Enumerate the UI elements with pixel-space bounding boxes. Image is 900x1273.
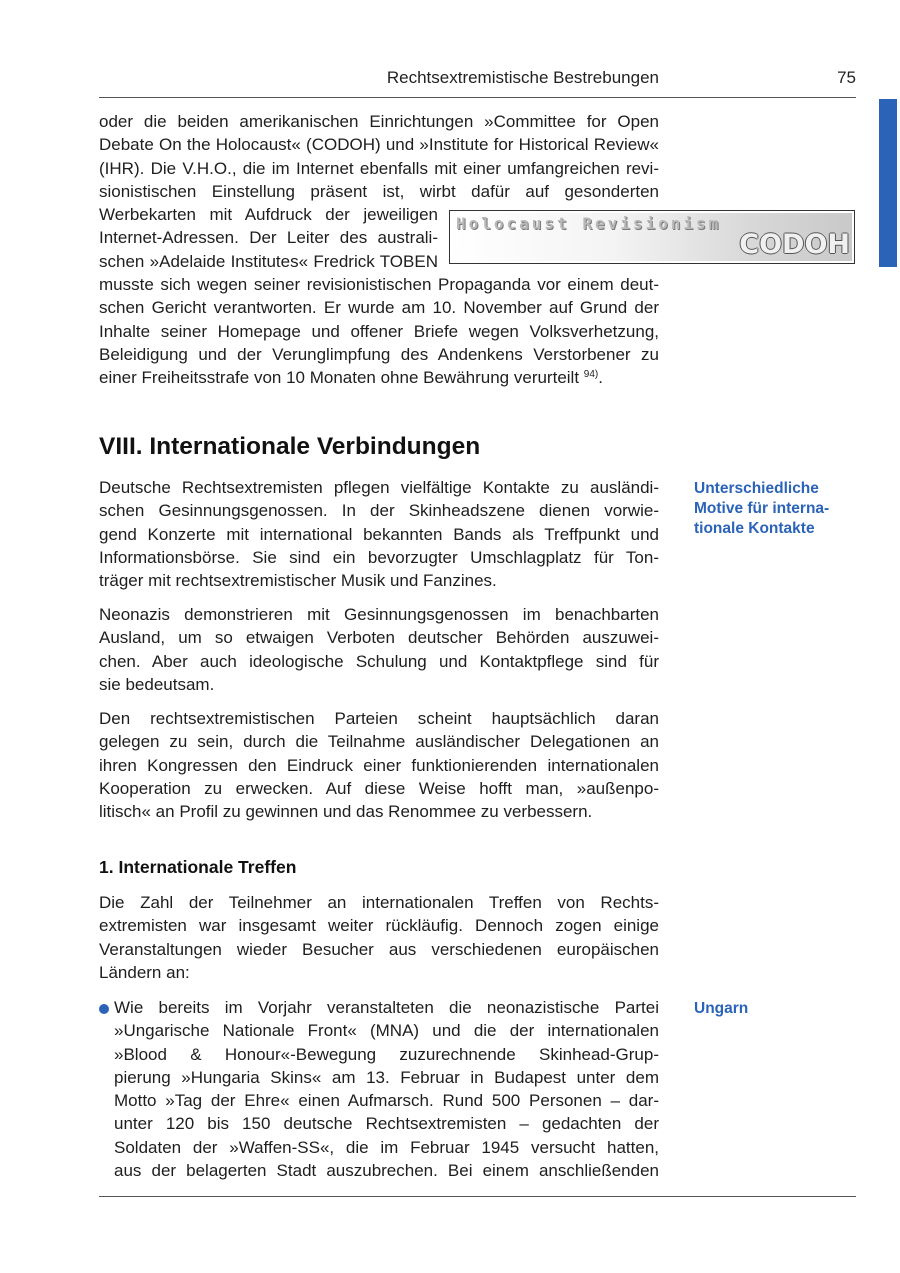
text-line: schen Gesinnungsgenossen. In der Skinheadszene dienen vorwie- — [99, 501, 659, 521]
text-line: Kooperation zu erwecken. Auf diese Weise hofft man, »außenpo- — [99, 778, 659, 798]
margin-note-hungary: Ungarn — [694, 1000, 749, 1017]
margin-note-line: tionale Kontakte — [694, 520, 815, 537]
text-line: Werbekarten mit Aufdruck der jeweiligen — [99, 205, 438, 225]
text-line: Deutsche Rechtsextremisten pflegen vielfältige Kontakte zu ausländi- — [99, 478, 659, 497]
margin-note-motives — [694, 479, 829, 539]
text-line: gelegen zu sein, durch die Teilnahme ausländischer Delegationen an — [99, 732, 659, 752]
footnote-marker: 94) — [583, 369, 599, 381]
header-rule — [99, 97, 856, 98]
text-line: aus der belagerten Stadt auszubrechen. Bei einem anschließenden — [114, 1161, 659, 1181]
text-line: Soldaten der »Waffen-SS«, die im Februar 1945 versucht hatten, — [114, 1137, 659, 1157]
subsection-paragraph — [99, 891, 659, 984]
text-line: Debate On the Holocaust« (CODOH) und »Institute for Historical Review« — [99, 135, 659, 155]
text-line: »Blood & Honour«-Bewegung zuzurechnende Skinhead-Grup- — [114, 1044, 659, 1064]
text-line: unter 120 bis 150 deutsche Rechtsextremisten – gedachten der — [114, 1114, 659, 1134]
text-line: (IHR). Die V.H.O., die im Internet ebenfalls mit einer umfangreichen revi- — [99, 158, 659, 178]
text-line: chen. Aber auch ideologische Schulung und Kontaktpflege sind für — [99, 651, 659, 671]
text-line: Ausland, um so etwaigen Verboten deutscher Behörden auszuwei- — [99, 628, 659, 648]
section-paragraph-1 — [99, 476, 659, 592]
banner-caption: Holocaust Revisionism — [456, 214, 722, 233]
text-line: sie bedeutsam. — [99, 674, 215, 694]
page-number: 75 — [837, 68, 856, 87]
text-line: schen Gericht verantworten. Er wurde am 10. November auf Grund der — [99, 298, 659, 318]
text-line: Ländern an: — [99, 962, 190, 982]
text-line: Informationsbörse. Sie sind ein bevorzugter Umschlagplatz für Ton- — [99, 547, 659, 567]
text-line: litisch« an Profil zu gewinnen und das Renommee zu verbessern. — [99, 802, 593, 822]
text-line: Internet-Adressen. Der Leiter des australi- — [99, 228, 438, 248]
text-line: einer Freiheitsstrafe von 10 Monaten ohne Bewährung verurteilt — [99, 368, 580, 388]
section-heading: VIII. Internationale Verbindungen — [99, 433, 481, 460]
sentence-end: . — [598, 368, 603, 388]
footer-rule — [99, 1196, 856, 1197]
intro-paragraph-wrap — [99, 203, 438, 273]
text-line: gend Konzerte mit international bekannten Bands als Treffpunkt und — [99, 524, 659, 544]
text-line: ihren Kongressen den Eindruck einer funktionierenden internationalen — [99, 755, 659, 775]
text-line: Neonazis demonstrieren mit Gesinnungsgenossen im benachbarten — [99, 605, 659, 624]
text-line: sionistischen Einstellung präsent ist, wirbt dafür auf gesonderten — [99, 181, 659, 201]
codoh-banner-image — [449, 210, 855, 264]
text-line: Motto »Tag der Ehre« einen Aufmarsch. Rund 500 Personen – dar- — [114, 1091, 659, 1111]
intro-paragraph-bottom — [99, 273, 659, 389]
text-line: Den rechtsextremistischen Parteien scheint hauptsächlich daran — [99, 709, 659, 728]
subsection-heading: 1. Internationale Treffen — [99, 857, 297, 877]
text-line-last — [99, 366, 659, 389]
text-line: Wie bereits im Vorjahr veranstalteten die neonazistische Partei — [114, 998, 659, 1017]
text-line: musste sich wegen seiner revisionistischen Propaganda vor einem deut- — [99, 275, 659, 295]
text-line: Veranstaltungen wieder Besucher aus verschiedenen europäischen — [99, 939, 659, 959]
text-line: extremisten war insgesamt weiter rückläufig. Dennoch zogen einige — [99, 916, 659, 936]
margin-note-line: Unterschiedliche — [694, 480, 819, 497]
bullet-item-hungary — [114, 996, 659, 1182]
text-line: »Ungarische Nationale Front« (MNA) und die der internationalen — [114, 1021, 659, 1041]
chapter-edge-tab — [879, 99, 897, 267]
text-line: Inhalte seiner Homepage und offener Briefe wegen Volksverhetzung, — [99, 321, 659, 341]
running-header-title: Rechtsextremistische Bestrebungen — [386, 68, 659, 87]
section-paragraph-3 — [99, 707, 659, 823]
text-line: Die Zahl der Teilnehmer an internationalen Treffen von Rechts- — [99, 893, 659, 912]
section-paragraph-2 — [99, 603, 659, 696]
text-line: pierung »Hungaria Skins« am 13. Februar in Budapest unter dem — [114, 1067, 659, 1087]
bullet-dot-icon — [99, 1004, 109, 1014]
margin-note-line: Motive für interna- — [694, 500, 830, 517]
intro-paragraph-top — [99, 110, 659, 203]
text-line: schen »Adelaide Institutes« Fredrick TOBEN — [99, 251, 438, 271]
text-line: Beleidigung und der Verunglimpfung des Andenkens Verstorbener zu — [99, 344, 659, 364]
text-line: träger mit rechtsextremistischer Musik und Fanzines. — [99, 571, 497, 591]
text-line: oder die beiden amerikanischen Einrichtungen »Committee for Open — [99, 112, 659, 131]
codoh-logo: CODOH — [739, 229, 850, 260]
